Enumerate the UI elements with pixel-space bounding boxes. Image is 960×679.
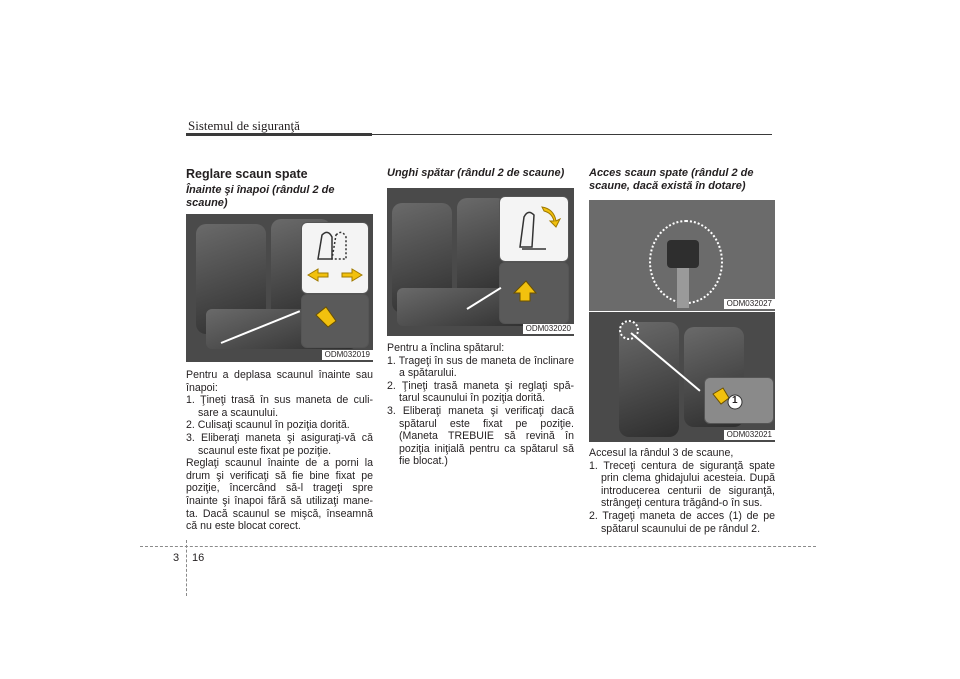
subheading-forward-back: Înainte şi înapoi (rândul 2 de scaune) <box>186 184 335 209</box>
step-1: 1. Treceţi centura de siguranţă spate prin clema ghidajului acesteia. După introducerea centurii de siguranţă, strângeţi centura trăgând-o în sus. <box>589 459 775 510</box>
lever-arrow-icon <box>302 295 368 347</box>
image-code-top: ODM032027 <box>724 299 775 309</box>
lever-up-arrow-icon <box>500 263 568 323</box>
step-2: 2. Trageţi maneta de acces (1) de pe spătarul scaunului de pe rândul 2. <box>589 509 775 535</box>
subheading-rear-access: Acces scaun spate (rândul 2 de scaune, dacă există în dotare) <box>589 167 754 192</box>
col1-text <box>186 369 373 533</box>
col3-text <box>589 447 775 535</box>
photo-backrest <box>387 188 574 336</box>
section-title: Sistemul de siguranţă <box>188 118 300 133</box>
step-2: 2. Ţineţi trasă maneta şi reglaţi spă-tarul scaunului în poziţia dorită. <box>387 379 574 405</box>
backrest-tilt-icon <box>500 197 568 261</box>
photo-seat-slide <box>186 214 373 362</box>
backrest-diagram <box>499 196 569 262</box>
page-number: 16 <box>192 552 205 564</box>
step-1: 1. Trageţi în sus de maneta de înclinare a spătarului. <box>387 354 574 380</box>
backrest-lever-detail <box>499 262 569 324</box>
step-3: 3. Eliberaţi maneta şi asiguraţi-vă că scaunul este fixat pe poziţie. <box>186 431 373 457</box>
image-code-bottom: ODM032021 <box>724 430 775 440</box>
col2-text <box>387 342 574 468</box>
subheading-backrest-angle: Unghi spătar (rândul 2 de scaune) <box>387 167 565 179</box>
step-1: 1. Ţineţi trasă în sus maneta de culi-sare a scaunului. <box>186 394 373 419</box>
header-bar <box>186 133 372 136</box>
photo-access-lever <box>589 312 775 442</box>
image-code: ODM032019 <box>322 350 373 360</box>
seat-slide-icon <box>302 223 368 293</box>
footer-rule <box>140 546 816 547</box>
footer-divider <box>186 540 187 596</box>
lever-detail <box>301 294 369 348</box>
access-lever-detail <box>704 377 774 424</box>
step-2: 2. Culisaţi scaunul în poziţia dorită. <box>186 419 350 432</box>
intro-text: Accesul la rândul 3 de scaune, <box>589 447 734 459</box>
intro-text: Pentru a înclina spătarul: <box>387 342 505 354</box>
heading-rear-seat-adjust: Reglare scaun spate <box>186 167 308 181</box>
image-code: ODM032020 <box>523 324 574 334</box>
header-rule <box>372 134 772 135</box>
step-3: 3. Eliberaţi maneta şi verificaţi dacă spătarul este fixat pe poziţie. (Maneta TREBUIE să revină în poziţia iniţială pentru ca spătarul să fie blocat.) <box>387 404 574 468</box>
photo-belt-clip <box>589 200 775 311</box>
seat-slide-diagram <box>301 222 369 294</box>
note-text: Reglaţi scaunul înainte de a porni la drum şi verificaţi să fie bine fixat pe poziţie, încercând să-l trageţi spre înainte şi înapoi fără să utilizaţi mane-ta. Dacă scaunul se mişcă, înseamnă că nu este blocat corect. <box>186 457 373 533</box>
lever-pull-arrow-icon <box>705 378 773 423</box>
chapter-number: 3 <box>173 552 180 564</box>
callout-number: 1 <box>732 395 738 406</box>
intro-text: Pentru a deplasa scaunul înainte sau înapoi: <box>186 369 373 394</box>
